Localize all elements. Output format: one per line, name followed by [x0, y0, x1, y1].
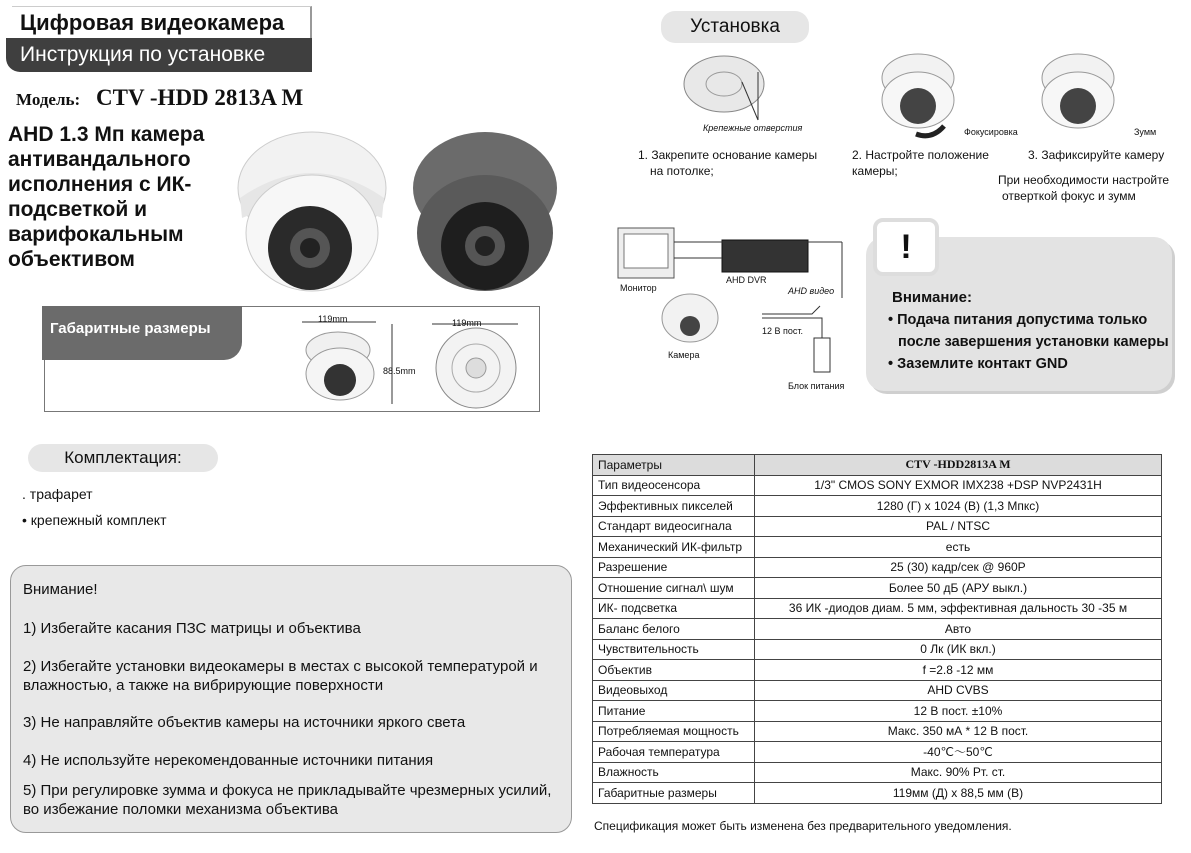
- focus-label: Фокусировка: [964, 127, 1018, 137]
- caution-item: 4) Не используйте нерекомендованные источники питания: [23, 752, 434, 769]
- spec-value: Макс. 90% Рт. ст.: [755, 762, 1162, 783]
- warning-line: после завершения установки камеры: [898, 334, 1169, 350]
- dimension-width2-label: 119mm: [452, 318, 482, 328]
- spec-row: [593, 537, 1162, 558]
- model-label: Модель:: [16, 90, 81, 109]
- caution-item: 1) Избегайте касания ПЗС матрицы и объектива: [23, 620, 361, 637]
- model-value: CTV -HDD 2813A M: [96, 85, 304, 110]
- spec-row: [593, 557, 1162, 578]
- spec-value: Более 50 дБ (АРУ выкл.): [755, 578, 1162, 599]
- install-note-line: При необходимости настройте: [998, 173, 1170, 187]
- spec-value: Макс. 350 мА * 12 В пост.: [755, 721, 1162, 742]
- dimension-side-drawing: [296, 316, 416, 408]
- description-line: подсветкой и: [8, 198, 148, 221]
- dimension-height-label: 88.5mm: [383, 366, 416, 376]
- psu-icon: [814, 338, 830, 372]
- document-title: Цифровая видеокамера: [12, 6, 312, 38]
- spec-row: [593, 762, 1162, 783]
- warning-title: Внимание:: [892, 289, 972, 306]
- mount-holes-label: Крепежные отверстия: [703, 123, 803, 133]
- spec-row: [593, 701, 1162, 722]
- spec-param: Механический ИК-фильтр: [593, 537, 755, 558]
- spec-param: Тип видеосенсора: [593, 475, 755, 496]
- spec-value: 119мм (Д) x 88,5 мм (В): [755, 783, 1162, 804]
- monitor-label: Монитор: [620, 283, 657, 293]
- camera-label: Камера: [668, 350, 700, 360]
- spec-value: Авто: [755, 619, 1162, 640]
- spec-row: [593, 639, 1162, 660]
- spec-param: Рабочая температура: [593, 742, 755, 763]
- spec-param: Отношение сигнал\ шум: [593, 578, 755, 599]
- spec-param: Эффективных пикселей: [593, 496, 755, 517]
- spec-row: [593, 578, 1162, 599]
- dimensions-label: Габаритные размеры: [42, 306, 242, 360]
- caution-title: Внимание!: [23, 581, 98, 598]
- description-line: объективом: [8, 248, 135, 271]
- caution-box: [10, 565, 572, 833]
- step2-line: 2. Настройте положение: [852, 148, 989, 162]
- spec-row: [593, 496, 1162, 517]
- step2-camera-drawing: [876, 48, 966, 140]
- kit-item: • крепежный комплект: [22, 512, 167, 528]
- step3-camera-drawing: [1038, 48, 1122, 132]
- spec-param: Потребляемая мощность: [593, 721, 755, 742]
- spec-value: 12 В пост. ±10%: [755, 701, 1162, 722]
- spec-param: Чувствительность: [593, 639, 755, 660]
- spec-row: [593, 598, 1162, 619]
- spec-row: [593, 783, 1162, 804]
- spec-row: [593, 660, 1162, 681]
- dimension-top-drawing: [430, 318, 520, 410]
- white-dome-camera-image: [232, 128, 392, 296]
- document-subtitle: Инструкция по установке: [6, 38, 312, 72]
- spec-value: 0 Лк (ИК вкл.): [755, 639, 1162, 660]
- spec-param: Баланс белого: [593, 619, 755, 640]
- dvr-icon: [722, 240, 808, 272]
- spec-row: [593, 475, 1162, 496]
- install-step1: [638, 147, 817, 179]
- spec-value: есть: [755, 537, 1162, 558]
- dimension-width-label: 119mm: [318, 314, 348, 324]
- description-line: AHD 1.3 Мп камера: [8, 123, 205, 146]
- spec-row: [593, 721, 1162, 742]
- dvr-label: AHD DVR: [726, 275, 767, 285]
- spec-param: Разрешение: [593, 557, 755, 578]
- spec-header-param: Параметры: [593, 455, 755, 476]
- install-step3: 3. Зафиксируйте камеру: [1028, 148, 1165, 162]
- mounting-base-drawing: [682, 52, 782, 122]
- spec-header-row: [593, 455, 1162, 476]
- step1-line: на потолке;: [650, 164, 714, 178]
- product-description: [8, 122, 238, 272]
- spec-param: Питание: [593, 701, 755, 722]
- caution-item: 5) При регулировке зумма и фокуса не прикладывайте чрезмерных усилий, во избежание поломки механизма объектива: [23, 782, 552, 818]
- spec-row: [593, 680, 1162, 701]
- spec-value: 1/3" CMOS SONY EXMOR IMX238 +DSP NVP2431H: [755, 475, 1162, 496]
- spec-row: [593, 742, 1162, 763]
- description-line: варифокальным: [8, 223, 184, 246]
- caution-item: 2) Избегайте установки видеокамеры в местах с высокой температурой и влажностью, а также на вибрирующие поверхности: [23, 658, 538, 694]
- spec-header-model: CTV -HDD2813A M: [755, 455, 1162, 476]
- caution-item: 3) Не направляйте объектив камеры на источники яркого света: [23, 714, 466, 731]
- spec-value: 36 ИК -диодов диам. 5 мм, эффективная дальность 30 -35 м: [755, 598, 1162, 619]
- spec-value: 1280 (Г) x 1024 (В) (1,3 Мпкс): [755, 496, 1162, 517]
- spec-param: Объектив: [593, 660, 755, 681]
- connection-diagram: [612, 222, 862, 392]
- spec-value: f =2.8 -12 мм: [755, 660, 1162, 681]
- spec-param: Стандарт видеосигнала: [593, 516, 755, 537]
- spec-value: 25 (30) кадр/сек @ 960P: [755, 557, 1162, 578]
- spec-param: Влажность: [593, 762, 755, 783]
- spec-param: Габаритные размеры: [593, 783, 755, 804]
- install-note-line: отверткой фокус и зумм: [1002, 189, 1136, 203]
- description-line: исполнения с ИК-: [8, 173, 192, 196]
- kit-item: . трафарет: [22, 486, 93, 502]
- grey-dome-camera-image: [410, 128, 560, 296]
- step2-line: камеры;: [852, 164, 898, 178]
- install-step2: [852, 147, 989, 179]
- power-12v-label: 12 В пост.: [762, 326, 804, 336]
- warning-line: • Подача питания допустима только: [888, 312, 1148, 328]
- spec-disclaimer: Спецификация может быть изменена без предварительного уведомления.: [594, 819, 1012, 833]
- step1-line: 1. Закрепите основание камеры: [638, 148, 818, 162]
- installation-header: Установка: [661, 11, 809, 43]
- kit-header: Комплектация:: [28, 444, 218, 472]
- spec-param: ИК- подсветка: [593, 598, 755, 619]
- spec-table: [592, 454, 1162, 804]
- description-line: антивандального: [8, 148, 191, 171]
- spec-value: AHD CVBS: [755, 680, 1162, 701]
- spec-row: [593, 516, 1162, 537]
- psu-label: Блок питания: [788, 381, 845, 391]
- exclamation-icon: !: [873, 218, 939, 276]
- spec-row: [593, 619, 1162, 640]
- zoom-label: Зумм: [1134, 127, 1157, 137]
- ahd-video-label: AHD видео: [788, 286, 835, 296]
- spec-param: Видеовыход: [593, 680, 755, 701]
- install-note: [998, 172, 1169, 204]
- spec-value: -40℃～50℃: [755, 742, 1162, 763]
- spec-value: PAL / NTSC: [755, 516, 1162, 537]
- warning-line: • Заземлите контакт GND: [888, 356, 1068, 372]
